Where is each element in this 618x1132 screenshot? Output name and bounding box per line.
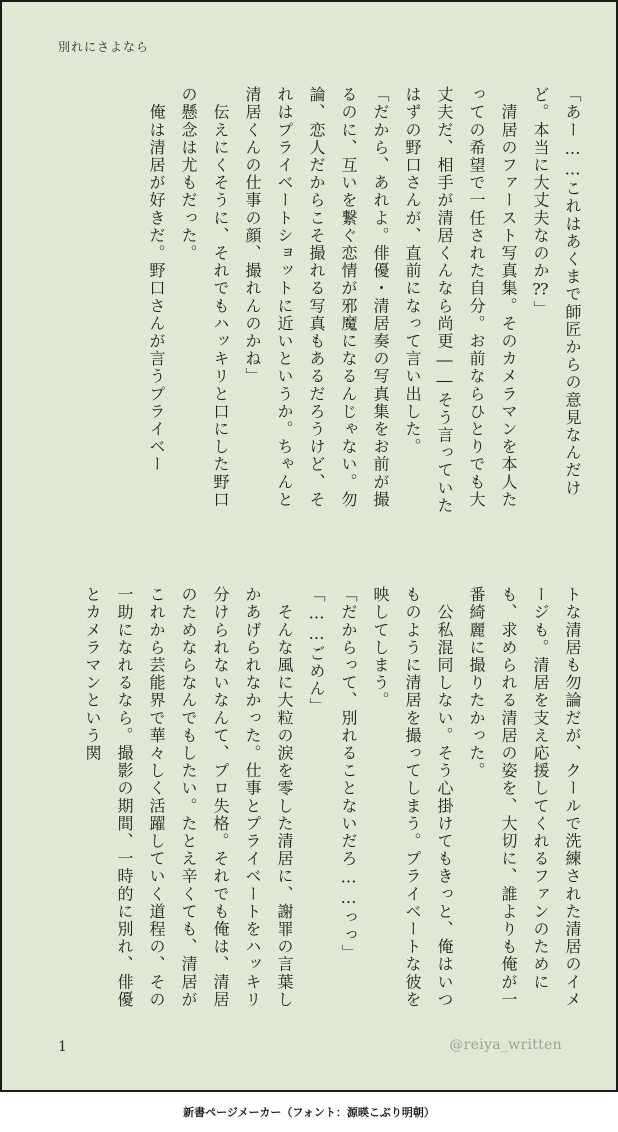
paragraph: 俺は清居が好きだ。野口さんが言うプライベー <box>147 86 166 474</box>
paragraph: トな清居も勿論だが、クールで洗練された清居のイメージも。清居を支え応援してくれるファンのためにも、求められる清居の姿を、大切に、誰よりも俺が一番綺麗に撮りたかった。 <box>467 586 582 1009</box>
upper-vertical-text <box>48 86 588 518</box>
paragraph: 「だからって、別れることないだろ……っっ」 <box>339 586 358 962</box>
lower-text-block <box>48 586 588 1014</box>
upper-text-block <box>48 86 588 518</box>
page-number: 1 <box>58 1039 67 1055</box>
paragraph: そんな風に大粒の涙を零した清居に、謝罪の言葉しかあげられなかった。仕事とプライベートをハッキリ分けられないなんて、プロ失格。それでも俺は、清居のためならなんでもしたい。たとえ辛くても、清居がこれから芸能界で華々しく活躍していく道程の、その一助になれるなら。撮影の期間、一時的に別れ、俳優とカメラマンという関 <box>83 586 294 1009</box>
paragraph: 伝えにくそうに、それでもハッキリと口にした野口の懸念は尤もだった。 <box>179 86 230 509</box>
footer-credit: 新書ページメーカー（フォント：源暎こぶり明朝） <box>183 1106 435 1119</box>
paragraph: 公私混同しない。そう心掛けてもきっと、俺はいつものように清居を撮ってしまう。プライベートな彼を映してしまう。 <box>371 586 454 1009</box>
paragraph: 「……ごめん」 <box>307 586 326 716</box>
paragraph: 「あー……これはあくまで師匠からの意見なんだけど。本当に大丈夫なのか⁇」 <box>531 86 582 497</box>
author-handle: @reiya_written <box>449 1037 562 1053</box>
paragraph: 「だから、あれよ。俳優・清居奏の写真集をお前が撮るのに、互いを繋ぐ恋情が邪魔になるんじゃない。勿論、恋人だからこそ撮れる写真もあるだろうけど、それはプライベートショットに近いというか。ちゃんと清居くんの仕事の顔、撮れんのかね」 <box>243 86 390 509</box>
paragraph: 清居のファースト写真集。そのカメラマンを本人たっての希望で一任された自分。お前ならひとりでも大丈夫だ、相手が清居くんなら尚更――そう言っていたはずの野口さんが、直前になって言い出した。 <box>403 86 518 515</box>
lower-vertical-text <box>48 586 588 1014</box>
header-title: 別れにさよなら <box>58 40 150 54</box>
